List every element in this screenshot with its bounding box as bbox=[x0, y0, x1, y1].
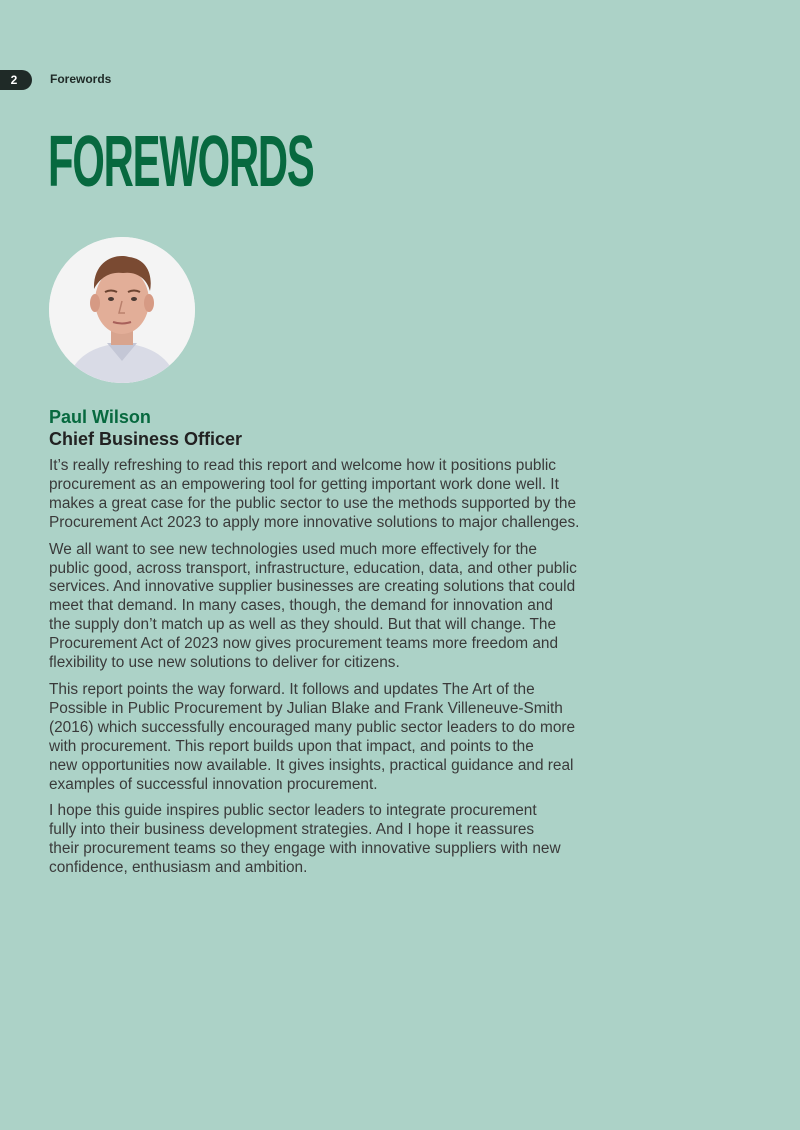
author-name: Paul Wilson bbox=[49, 407, 151, 427]
paragraph: It’s really refreshing to read this report and welcome how it positions public procurement as an empowering tool for getting important work done well. It makes a great case for the public sector to use the methods supported by the Procurement Act 2023 to apply more innovative solutions to major challenges. bbox=[49, 457, 580, 531]
avatar bbox=[49, 237, 195, 383]
portrait-photo-icon bbox=[49, 237, 195, 383]
paragraph: We all want to see new technologies used much more effectively for the public good, across transport, infrastructure, education, data, and other public services. And innovative supplier businesses are creating solutions that could meet that demand. In many cases, though, the demand for innovation and the supply don’t match up as well as they should. But that will change. The Procurement Act of 2023 now gives procurement teams more freedom and flexibility to use new solutions to deliver for citizens. bbox=[49, 540, 577, 672]
page-number-badge: 2 bbox=[0, 70, 32, 90]
foreword-body bbox=[49, 457, 629, 886]
paragraph: This report points the way forward. It follows and updates The Art of the Possible in Public Procurement by Julian Blake and Frank Villeneuve-Smith (2016) which successfully encouraged many public sector leaders to do more with procurement. This report builds upon that impact, and points to the new opportunities now available. It gives insights, practical guidance and real examples of successful innovation procurement. bbox=[49, 680, 576, 793]
page-title: FOREWORDS bbox=[48, 122, 314, 202]
author-role: Chief Business Officer bbox=[49, 429, 243, 449]
running-header: Forewords bbox=[50, 72, 112, 86]
paragraph: I hope this guide inspires public sector leaders to integrate procurement fully into their business development strategies. And I hope it reassures their procurement teams so they engage with innovative suppliers with new confidence, enthusiasm and ambition. bbox=[49, 802, 561, 877]
